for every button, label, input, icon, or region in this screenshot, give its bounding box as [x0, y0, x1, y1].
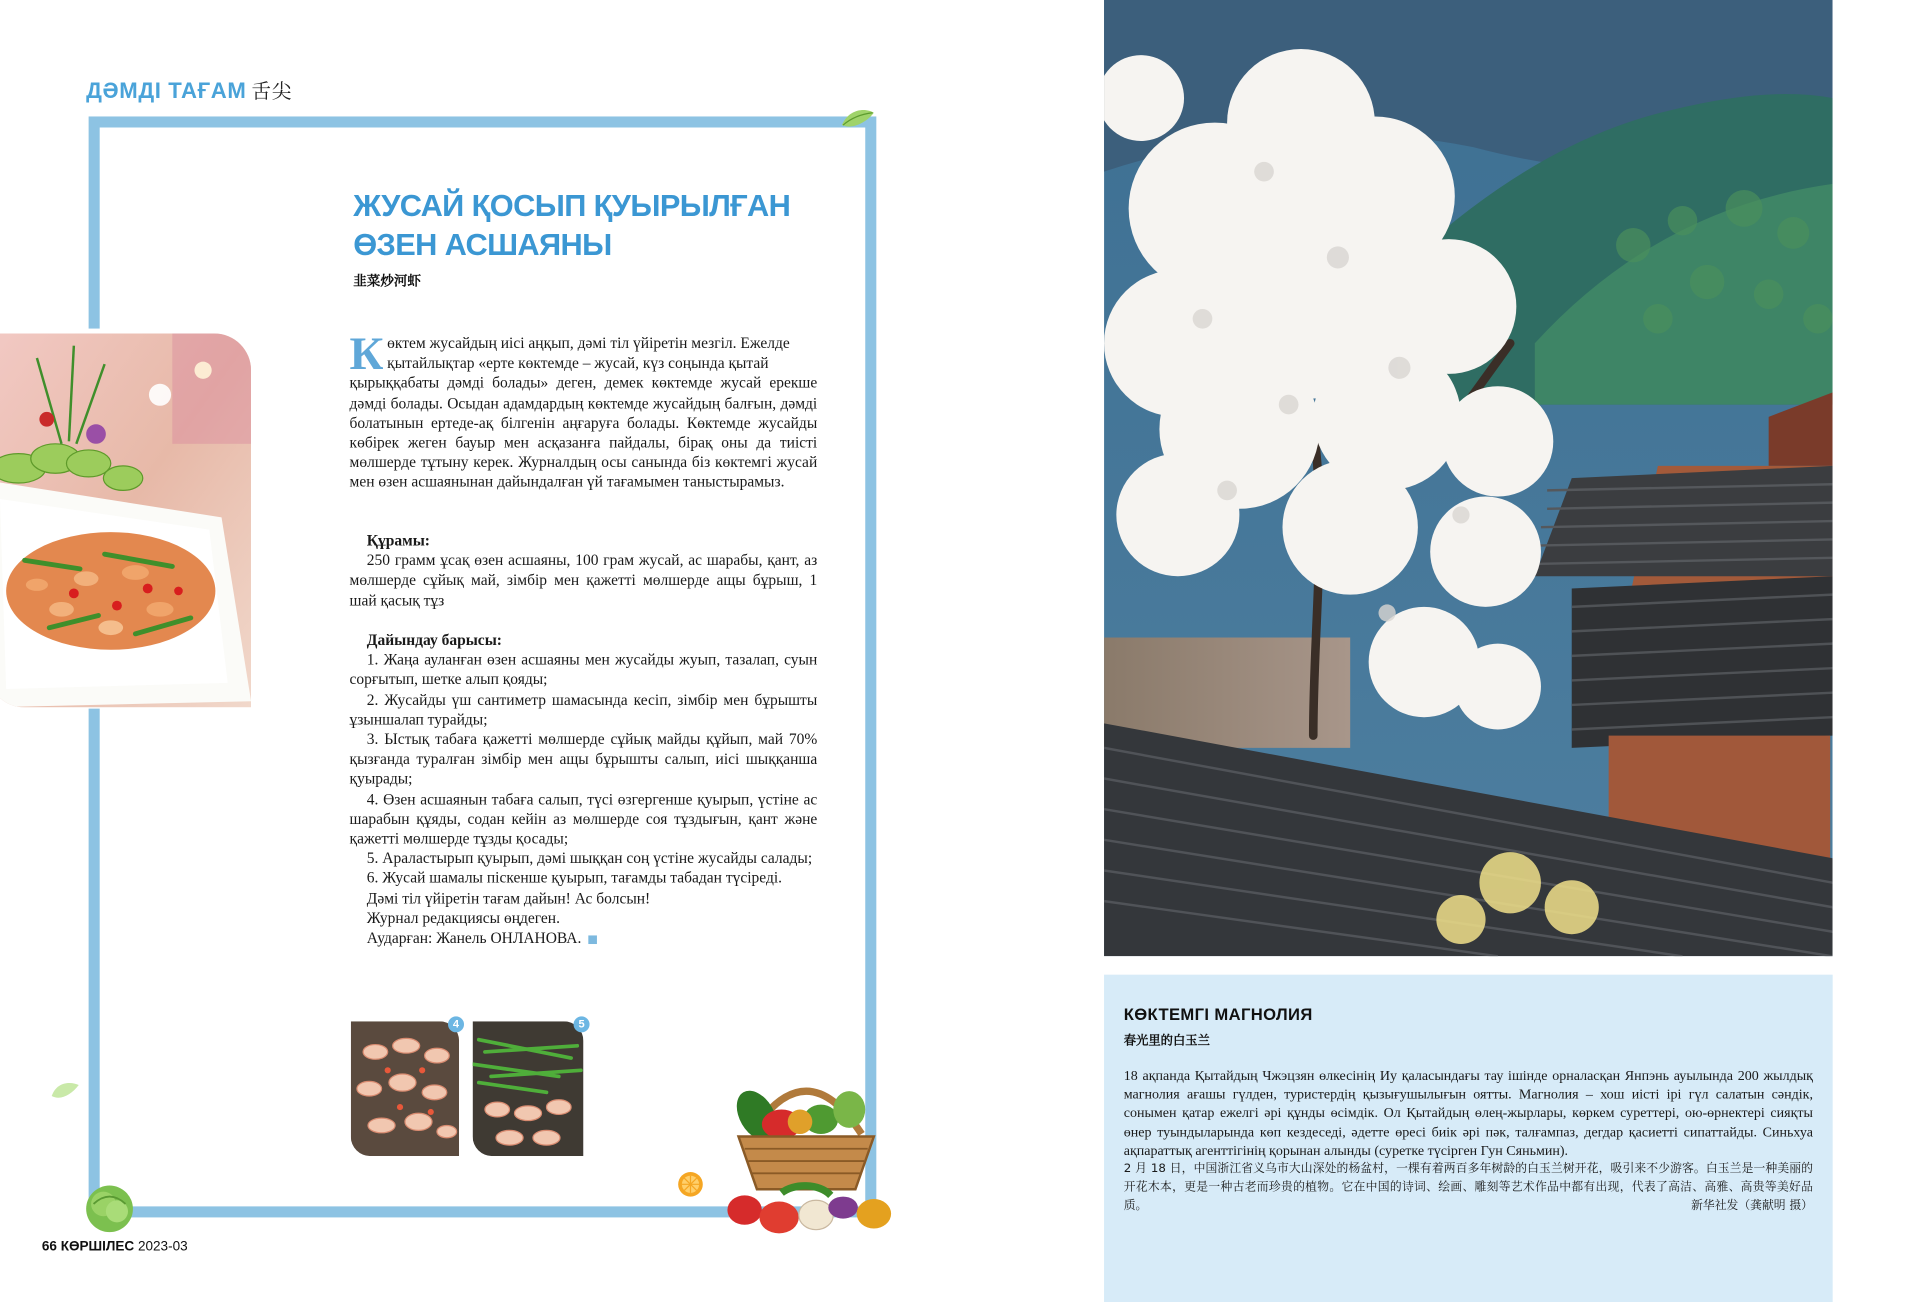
step-photo-4 [351, 1021, 459, 1156]
ingredients-section [350, 531, 818, 610]
step-badge-5: 5 [574, 1016, 590, 1032]
leaf-decoration-icon [49, 1079, 81, 1104]
section-label-text: ДӘМДІ ТАҒАМ [86, 78, 247, 103]
magazine-name: КӨРШІЛЕС [60, 1239, 135, 1255]
intro-dropcap: К [349, 328, 384, 381]
page-footer [42, 1239, 188, 1254]
magnolia-photo [1104, 0, 1833, 956]
ingredients-text: 250 грамм ұсақ өзен асшаяны, 100 грам жусай, ас шарабы, қант, аз мөлшерде сұйық май, зімбір мен қажетті мөлшерде ащы бұрыш, 1 шай қасық тұз [349, 551, 818, 609]
vegetable-basket-illustration [708, 1048, 905, 1244]
article-title-zh: 韭菜炒河虾 [353, 273, 421, 290]
leaf-decoration-icon [839, 105, 876, 132]
intro-line1: өктем жусайдың иісі аңқып, дәмі тіл үйіретін мезгіл. Ежелде [387, 334, 790, 352]
article-title-line2: ӨЗЕН АСШАЯНЫ [353, 228, 612, 263]
translator-credit: Аударған: Жанель ОНЛАНОВА. [366, 929, 582, 947]
dish-photo [0, 333, 251, 707]
caption-title: КӨКТЕМГІ МАГНОЛИЯ [1123, 1005, 1313, 1024]
article-title-line1: ЖУСАЙ ҚОСЫП ҚУЫРЫЛҒАН [353, 188, 791, 224]
prep-step-4: 4. Өзен асшаянын табаға салып, түсі өзгергенше қуырып, үстіне ас шарабын құяды, содан кейін аз мөлшерде соя тұздығын, қант және қажетті мөлшерде тұзды қосады; [349, 790, 818, 848]
section-label-zh: 舌尖 [251, 82, 293, 103]
step-badge-4: 4 [448, 1016, 464, 1032]
orange-slice-icon [677, 1171, 704, 1198]
prep-step-1: 1. Жаңа ауланған өзен асшаяны мен жусайды жуып, тазалап, суын сорғытып, шетке алып қояды; [349, 651, 818, 689]
article-title [353, 186, 821, 264]
closing-line-2: Журнал редакциясы өңдеген. [366, 909, 560, 927]
caption-credit: 新华社发（龚献明 摄） [1691, 1199, 1813, 1213]
section-label [86, 76, 292, 104]
issue-number: 2023-03 [137, 1239, 188, 1255]
caption-text-kz: 18 ақпанда Қытайдың Чжэцзян өлкесінің Иу қаласындағы тау ішінде орналасқан Янпэнь ауылында 200 жылдық магнолия ағашы гүлден, туристердің қызығушылығын оятты. Магнолия – хош иісті ірі гүл салатын сәндік, сонымен қатар ежелгі әрі құнды өсімдік. Ол Қытайдың өлең-жырлары, көркем суреттері, ою-өрнектері сияқты өнер туындыларында көп кездеседі, әдетте өресі биік әрі пәк, талғампаз, дегдар қасиетті сипаттайды. Синьхуа ақпараттық агенттігінің қорынан алынды (суретке түсірген Гун Сяньмин). [1123, 1069, 1813, 1159]
prep-step-5: 5. Араластырып қуырып, дәмі шыққан соң үстіне жусайды салады; [366, 849, 813, 868]
intro-line2: қытайлықтар «ерте көктемде – жусай, күз соңында қытай [387, 354, 769, 372]
prep-step-3: 3. Ыстық табаға қажетті мөлшерде сұйық майды құйып, май 70% қызғанда туралған зімбір мен ащы бұрышты салып, иісі шыққанша қуырады; [349, 730, 818, 788]
caption-title-zh: 春光里的白玉兰 [1123, 1034, 1210, 1049]
step-photo-5 [473, 1021, 584, 1156]
intro-rest: қырыққабаты дәмді болады» деген, демек көктемде жусай ерекше дәмді болады. Осыдан адамдардың көктемде жусайдың балғын, дәмді болатынын ертеде-ақ білгенін аңғаруға болады. Көктемде жусайды көбірек жеген бауыр мен асқазанға пайдалы, бірақ оны да тиісті мөлшерде тұтыну керек. Журналдың осы санында біз көктемгі жусай мен өзен асшаянынан дайындалған үй тағамымен таныстырамыз. [349, 374, 818, 491]
closing-line-3 [350, 928, 818, 948]
ingredients-heading: Құрамы: [366, 532, 430, 550]
prep-step-6: 6. Жусай шамалы піскенше қуырып, тағамды табадан түсіреді. [366, 869, 783, 887]
caption-text-zh: 2 月 18 日，中国浙江省义乌市大山深处的杨盆村，一棵有着两百多年树龄的白玉兰树开花，吸引来不少游客。白玉兰是一种美丽的开花木本，更是一种古老而珍贵的植物。它在中国的诗词、绘画、雕刻等艺术作品中都有出现，代表了高洁、高雅、高贵等美好品质。 [1123, 1162, 1813, 1214]
preparation-section [350, 630, 818, 948]
end-mark-icon [589, 935, 598, 944]
preparation-heading: Дайындау барысы: [366, 631, 502, 649]
closing-line-1: Дәмі тіл үйіретін тағам дайын! Ас болсын! [366, 889, 651, 907]
article-intro [349, 328, 818, 492]
lettuce-icon [81, 1179, 138, 1233]
prep-step-2: 2. Жусайды үш сантиметр шамасында кесіп, зімбір мен бұрышты ұзыншалап турайды; [349, 690, 818, 729]
page-number: 66 [41, 1239, 57, 1255]
